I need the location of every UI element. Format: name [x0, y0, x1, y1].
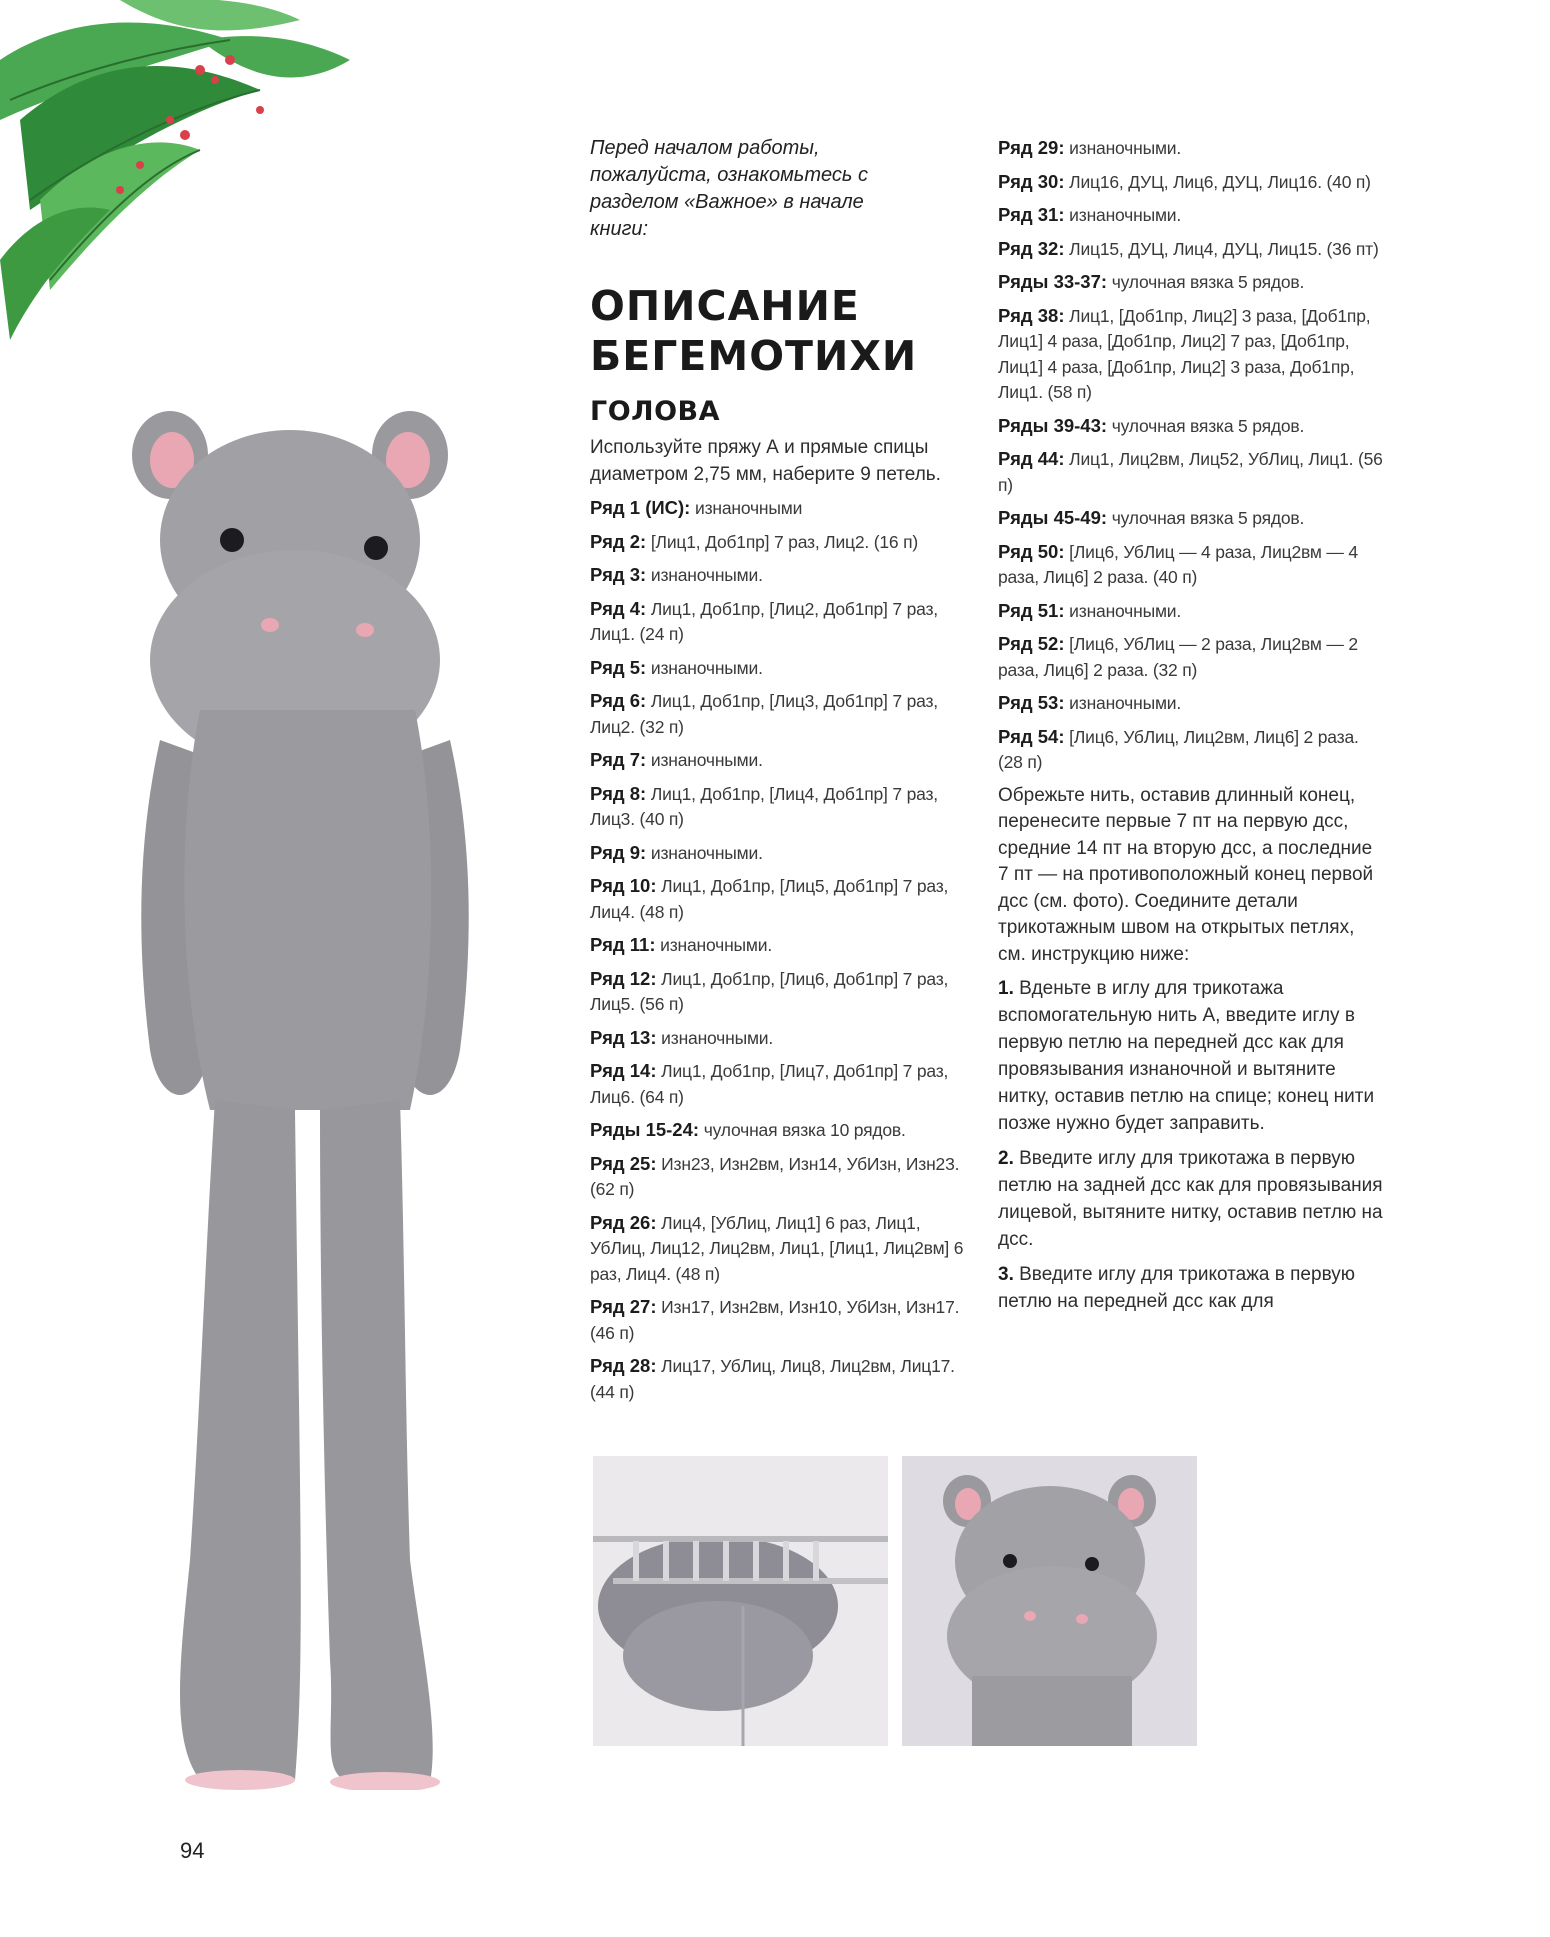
pattern-row — [998, 690, 1383, 717]
pattern-row-text: Лиц1, Доб1пр, [Лиц4, Доб1пр] 7 раз, Лиц3. (40 п) — [590, 783, 938, 829]
pattern-row-label: Ряд 54: — [998, 725, 1065, 747]
pattern-row-text: чулочная вязка 10 рядов. — [699, 1120, 906, 1140]
pattern-row-text: Лиц4, [УбЛиц, Лиц1] 6 раз, Лиц1, УбЛиц, Лиц12, Лиц2вм, Лиц1, [Лиц1, Лиц2вм] 6 раз, Лиц4. (48 п) — [590, 1212, 964, 1284]
grafting-step — [998, 1145, 1383, 1253]
pattern-row-text: изнаночными. — [1064, 600, 1182, 621]
grafting-step-text: Введите иглу для трикотажа в первую петлю на передней дсс как для — [998, 1264, 1355, 1312]
pattern-row-text: изнаночными. — [1064, 205, 1182, 225]
pattern-row — [590, 655, 975, 682]
grafting-step — [998, 1261, 1383, 1315]
hippo-toy-photo — [120, 410, 480, 1790]
grafting-step-label: 1. — [998, 978, 1014, 999]
pattern-row — [998, 446, 1383, 498]
pattern-row-text: [Лиц6, УбЛиц — 4 раза, Лиц2вм — 4 раза, Лиц6] 2 раза. (40 п) — [998, 541, 1358, 587]
left-text-column — [590, 135, 975, 1412]
pattern-row-text: Лиц1, Доб1пр, [Лиц2, Доб1пр] 7 раз, Лиц1. (24 п) — [590, 598, 938, 644]
pattern-row — [590, 1025, 975, 1052]
pattern-row — [590, 1294, 975, 1346]
pattern-row — [998, 505, 1383, 532]
pattern-row-label: Ряд 38: — [998, 304, 1065, 326]
right-text-column — [998, 135, 1383, 1323]
pattern-row-text: Изн17, Изн2вм, Изн10, УбИзн, Изн17. (46 п) — [590, 1297, 960, 1343]
pattern-row-label: Ряд 29: — [998, 137, 1065, 158]
hippo-head-photo — [902, 1456, 1197, 1746]
pattern-row-label: Ряд 6: — [590, 690, 647, 711]
pattern-row-text: Лиц1, Доб1пр, [Лиц7, Доб1пр] 7 раз, Лиц6. (64 п) — [590, 1061, 949, 1107]
pattern-row-label: Ряд 9: — [590, 841, 647, 863]
section-heading-head: ГОЛОВА — [590, 396, 721, 427]
pattern-row — [590, 873, 975, 925]
pattern-row-label: Ряд 5: — [590, 656, 647, 678]
pattern-row-text: Лиц1, Доб1пр, [Лиц5, Доб1пр] 7 раз, Лиц4. (48 п) — [590, 876, 949, 922]
pattern-row-label: Ряд 13: — [590, 1026, 657, 1048]
pattern-row-text: [Лиц6, УбЛиц, Лиц2вм, Лиц6] 2 раза. (28 п) — [998, 726, 1359, 772]
pattern-row — [998, 598, 1383, 625]
pattern-row-label: Ряд 2: — [590, 530, 647, 552]
pattern-row-text: изнаночными. — [1064, 138, 1182, 158]
pattern-row — [998, 269, 1383, 296]
pattern-row-text: Изн23, Изн2вм, Изн14, УбИзн, Изн23. (62 п) — [590, 1153, 960, 1199]
pattern-row — [590, 932, 975, 959]
pattern-row-label: Ряд 25: — [590, 1152, 657, 1174]
grafting-step-label: 2. — [998, 1148, 1014, 1169]
pattern-row — [998, 202, 1383, 229]
pattern-row — [998, 631, 1383, 683]
pattern-row-label: Ряды 15-24: — [590, 1119, 700, 1140]
pattern-row-label: Ряд 50: — [998, 540, 1065, 562]
pattern-row-text: изнаночными. — [656, 1027, 774, 1048]
pattern-row-text: чулочная вязка 5 рядов. — [1107, 415, 1305, 436]
pattern-row — [590, 966, 975, 1018]
pattern-row-label: Ряд 1 (ИС): — [590, 497, 691, 518]
pattern-row-label: Ряд 10: — [590, 875, 657, 896]
pattern-row-text: Лиц17, УбЛиц, Лиц8, Лиц2вм, Лиц17. (44 п) — [590, 1356, 955, 1402]
pattern-row-label: Ряд 51: — [998, 599, 1065, 621]
pattern-row-label: Ряд 8: — [590, 782, 647, 804]
pattern-row-label: Ряды 39-43: — [998, 414, 1108, 436]
pattern-row-label: Ряд 52: — [998, 633, 1065, 654]
pattern-row-text: [Лиц6, УбЛиц — 2 раза, Лиц2вм — 2 раза, Лиц6] 2 раза. (32 п) — [998, 634, 1358, 680]
pattern-row-text: изнаночными. — [646, 842, 763, 863]
pattern-row — [590, 688, 975, 740]
cast-on-instruction: Используйте пряжу А и прямые спицы диаметром 2,75 мм, наберите 9 петель. — [590, 437, 941, 485]
pattern-row-text: Лиц1, Лиц2вм, Лиц52, УбЛиц, Лиц1. (56 п) — [998, 449, 1383, 495]
pattern-row — [998, 303, 1383, 406]
pattern-row — [590, 1058, 975, 1110]
rows-list-right — [998, 135, 1383, 776]
pattern-row-text: Лиц1, Доб1пр, [Лиц3, Доб1пр] 7 раз, Лиц2. (32 п) — [590, 691, 938, 737]
pattern-row — [590, 495, 975, 522]
pattern-row-label: Ряд 27: — [590, 1296, 657, 1317]
pattern-row — [590, 1151, 975, 1203]
intro-note: Перед началом работы, пожалуйста, ознакомьтесь с разделом «Важное» в начале книги: — [590, 137, 868, 240]
pattern-row-label: Ряд 26: — [590, 1211, 657, 1233]
pattern-row-label: Ряд 11: — [590, 934, 656, 955]
pattern-row — [998, 539, 1383, 591]
pattern-row-text: изнаночными. — [646, 750, 763, 770]
pattern-row — [590, 596, 975, 648]
pattern-row — [998, 724, 1383, 776]
pattern-row-label: Ряд 53: — [998, 692, 1065, 713]
pattern-row — [998, 169, 1383, 196]
pattern-row — [590, 1117, 975, 1144]
pattern-row-text: Лиц16, ДУЦ, Лиц6, ДУЦ, Лиц16. (40 п) — [1064, 171, 1371, 192]
pattern-row — [590, 747, 975, 774]
pattern-row-label: Ряды 45-49: — [998, 507, 1108, 528]
pattern-row-text: чулочная вязка 5 рядов. — [1107, 508, 1305, 528]
rows-list-left — [590, 495, 975, 1405]
grafting-step — [998, 975, 1383, 1137]
grafting-step-text: Вденьте в иглу для трикотажа вспомогательную нить А, введите иглу в первую петлю на передней дсс как для провязывания изнаночной и вытяните нитку, оставив петлю на спице; конец нити позже нужно будет заправить. — [998, 978, 1375, 1134]
grafting-step-text: Введите иглу для трикотажа в первую петлю на задней дсс как для провязывания лицевой, вытяните нитку, оставив петлю на дсс. — [998, 1148, 1383, 1250]
pattern-row — [590, 529, 975, 556]
pattern-row-text: Лиц15, ДУЦ, Лиц4, ДУЦ, Лиц15. (36 пт) — [1064, 238, 1379, 259]
pattern-row-label: Ряд 31: — [998, 204, 1065, 225]
pattern-row-text: Лиц1, Доб1пр, [Лиц6, Доб1пр] 7 раз, Лиц5. (56 п) — [590, 968, 949, 1014]
pattern-row-text: чулочная вязка 5 рядов. — [1107, 272, 1305, 292]
pattern-title: ОПИСАНИЕ БЕГЕМОТИХИ — [590, 282, 918, 380]
pattern-row-label: Ряд 44: — [998, 448, 1065, 469]
pattern-row — [590, 1210, 975, 1288]
pattern-row-text: изнаночными. — [655, 935, 772, 955]
pattern-row — [998, 135, 1383, 162]
pattern-row — [590, 1353, 975, 1405]
pattern-row-label: Ряд 30: — [998, 170, 1065, 192]
pattern-row — [998, 413, 1383, 440]
grafting-steps — [998, 975, 1383, 1315]
grafting-step-label: 3. — [998, 1264, 1014, 1285]
pattern-row-label: Ряд 28: — [590, 1355, 657, 1376]
finishing-instruction: Обрежьте нить, оставив длинный конец, перенесите первые 7 пт на первую дсс, средние 14 пт на вторую дсс, а последние 7 пт — на противоположный конец первой дсс (см. фото). Соедините детали трикотажным швом на открытых петлях, см. инструкцию ниже: — [998, 784, 1374, 965]
pattern-row — [590, 562, 975, 589]
pattern-row-label: Ряд 4: — [590, 597, 647, 619]
pattern-row — [590, 840, 975, 867]
pattern-row-label: Ряд 14: — [590, 1060, 657, 1081]
pattern-row-label: Ряд 12: — [590, 967, 657, 989]
needles-stitches-photo — [593, 1456, 888, 1746]
page-number: 94 — [180, 1838, 205, 1863]
pattern-row-text: изнаночными. — [646, 657, 763, 678]
pattern-row-text: изнаночными. — [1064, 693, 1182, 713]
pattern-row-label: Ряд 32: — [998, 237, 1065, 259]
pattern-row — [590, 781, 975, 833]
pattern-row-label: Ряды 33-37: — [998, 271, 1108, 292]
pattern-row-label: Ряд 3: — [590, 564, 647, 585]
pattern-row-text: [Лиц1, Доб1пр] 7 раз, Лиц2. (16 п) — [646, 531, 918, 552]
pattern-row-text: изнаночными — [690, 498, 803, 518]
pattern-row-label: Ряд 7: — [590, 749, 647, 770]
pattern-row-text: изнаночными. — [646, 565, 763, 585]
pattern-row-text: Лиц1, [Доб1пр, Лиц2] 3 раза, [Доб1пр, Лиц1] 4 раза, [Доб1пр, Лиц2] 7 раз, [Доб1пр, Лиц1] 4 раза, [Доб1пр, Лиц2] 3 раза, Доб1пр, Лиц1. (58 п) — [998, 305, 1371, 402]
tropical-leaves-decoration — [0, 0, 360, 350]
pattern-row — [998, 236, 1383, 263]
